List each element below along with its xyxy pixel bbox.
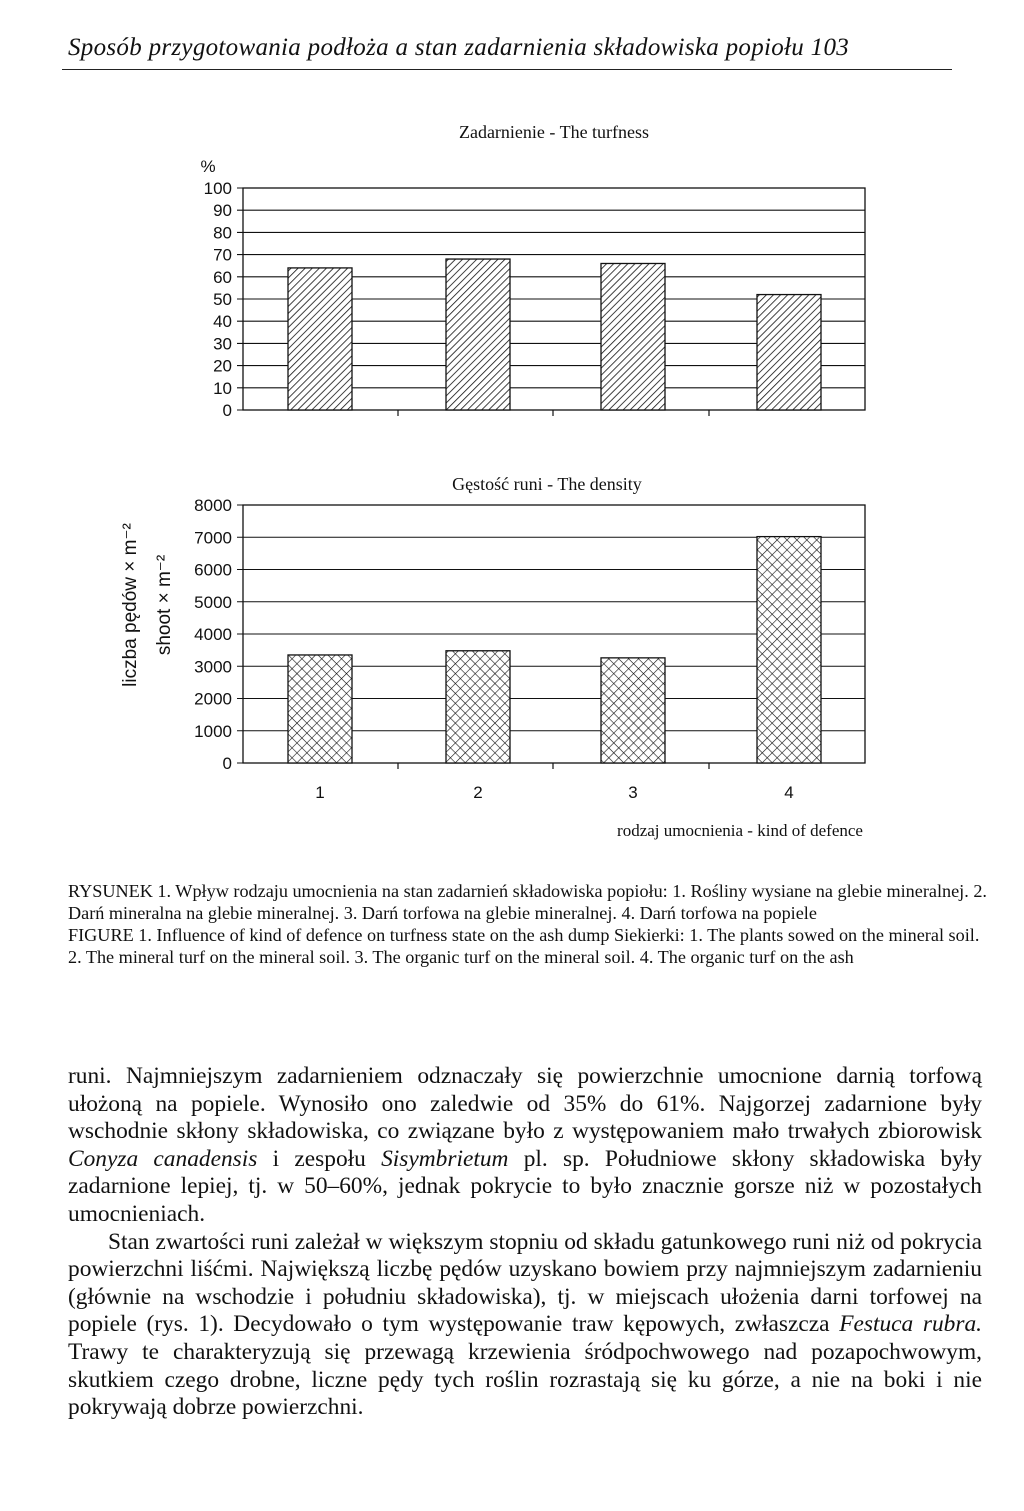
y-tick-label: 2000 [194,689,232,709]
bar [757,537,821,763]
caption-english: FIGURE 1. Influence of kind of defence on turfness state on the ash dump Siekierki: 1. The plants sowed on the mineral soil. 2. The mineral turf on the mineral soil. 3. The organic turf on the mineral soil. 4. The organic turf on the ash [68,925,980,967]
bar [288,268,352,410]
y-axis-label: % [200,157,216,176]
running-header: Sposób przygotowania podłoża a stan zadarnienia składowiska popiołu 103 [68,34,850,61]
y-tick-label: 20 [213,356,232,376]
paragraph-1-text-a: runi. Najmniejszym zadarnieniem odznaczały się powierzchnie umocnione darnią torfową ułożoną na popiele. Wynosiło ono zaledwie od 35% do 61%. Najgorzej zadarnione były wschodnie skłony składowiska, co związane było z występowaniem mało trwałych zbiorowisk [68,1063,982,1145]
body-text [68,1063,982,1422]
y-tick-label: 90 [213,201,232,221]
y-tick-label: 40 [213,312,232,332]
y-tick-label: 30 [213,334,232,354]
y-tick-label: 0 [222,401,232,420]
paragraph-1-text-c: pl. sp. Południowe skłony składowiska były zadarnione lepiej, tj. w 50–60%, jednak pokrycie to było znacznie gorsze niż w pozostałych umocnieniach. [68,1145,983,1227]
y-tick-label: 100 [203,179,232,198]
bar [446,651,510,763]
y-tick-label: 5000 [194,592,232,612]
paragraph-2-text-a: Stan zwartości runi zależał w większym stopniu od składu gatunkowego runi niż od pokrycia powierzchni liśćmi. Największą liczbę pędów uzyskano bowiem przy najmniejszym zadarnieniu (głównie na wschodzie i południu składowiska), tj. w miejscach ułożenia darni torfowej na popiele (rys. 1). Decydowało o tym występowanie traw kępowych, zwłaszcza [68,1228,982,1338]
caption-polish: RYSUNEK 1. Wpływ rodzaju umocnienia na stan zadarnień składowiska popiołu: 1. Rośliny wysiane na glebie mineralnej. 2. Darń mineralna na glebie mineralnej. 3. Darń torfowa na glebie mineralnej. 4. Darń torfowa na popiele [68,881,987,923]
x-tick-label: 3 [628,783,638,802]
turfness-chart [200,122,865,420]
x-tick-label: 1 [315,783,325,802]
y-tick-label: 80 [213,223,232,243]
bar [601,658,665,763]
density-chart [120,474,865,840]
y-tick-label: 6000 [194,560,232,580]
x-axis-label: rodzaj umocnienia - kind of defence [617,821,863,840]
community-sisymbrietum: Sisymbrietum [381,1145,509,1172]
bar [446,259,510,410]
paragraph-2-text-b: Trawy te charakteryzują się przewagą krzewienia śródpochwowego nad pozapochwowym, skutkiem czego drobne, liczne pędy tych roślin rozrastają się ku górze, a nie na boki i nie pokrywają dobrze powierzchni. [68,1338,982,1421]
y-tick-label: 0 [222,754,232,773]
y-tick-label: 8000 [194,496,232,515]
x-tick-label: 4 [784,783,794,802]
y-tick-label: 1000 [194,721,232,741]
paragraph-1-text-b: i zespołu [257,1145,382,1172]
y-tick-label: 7000 [194,528,232,548]
species-conyza: Conyza canadensis [68,1145,258,1172]
chart-title: Gęstość runi - The density [452,474,642,494]
y-tick-label: 10 [213,378,232,398]
y-axis-label: liczba pędów × m⁻² [120,523,141,687]
y-tick-label: 70 [213,245,232,265]
chart-title: Zadarnienie - The turfness [458,122,650,142]
bar [288,655,352,763]
y-tick-label: 60 [213,267,232,287]
y-tick-label: 50 [213,290,232,309]
y-tick-label: 4000 [194,625,232,644]
bar [757,295,821,410]
figure-caption [68,880,988,968]
paragraph-1 [68,1063,982,1229]
bar [601,263,665,410]
paragraph-2 [68,1229,982,1422]
y-tick-label: 3000 [194,657,232,677]
species-festuca: Festuca rubra. [839,1311,983,1338]
y-axis-label-english: shoot × m⁻² [154,554,175,656]
x-tick-label: 2 [473,783,483,802]
